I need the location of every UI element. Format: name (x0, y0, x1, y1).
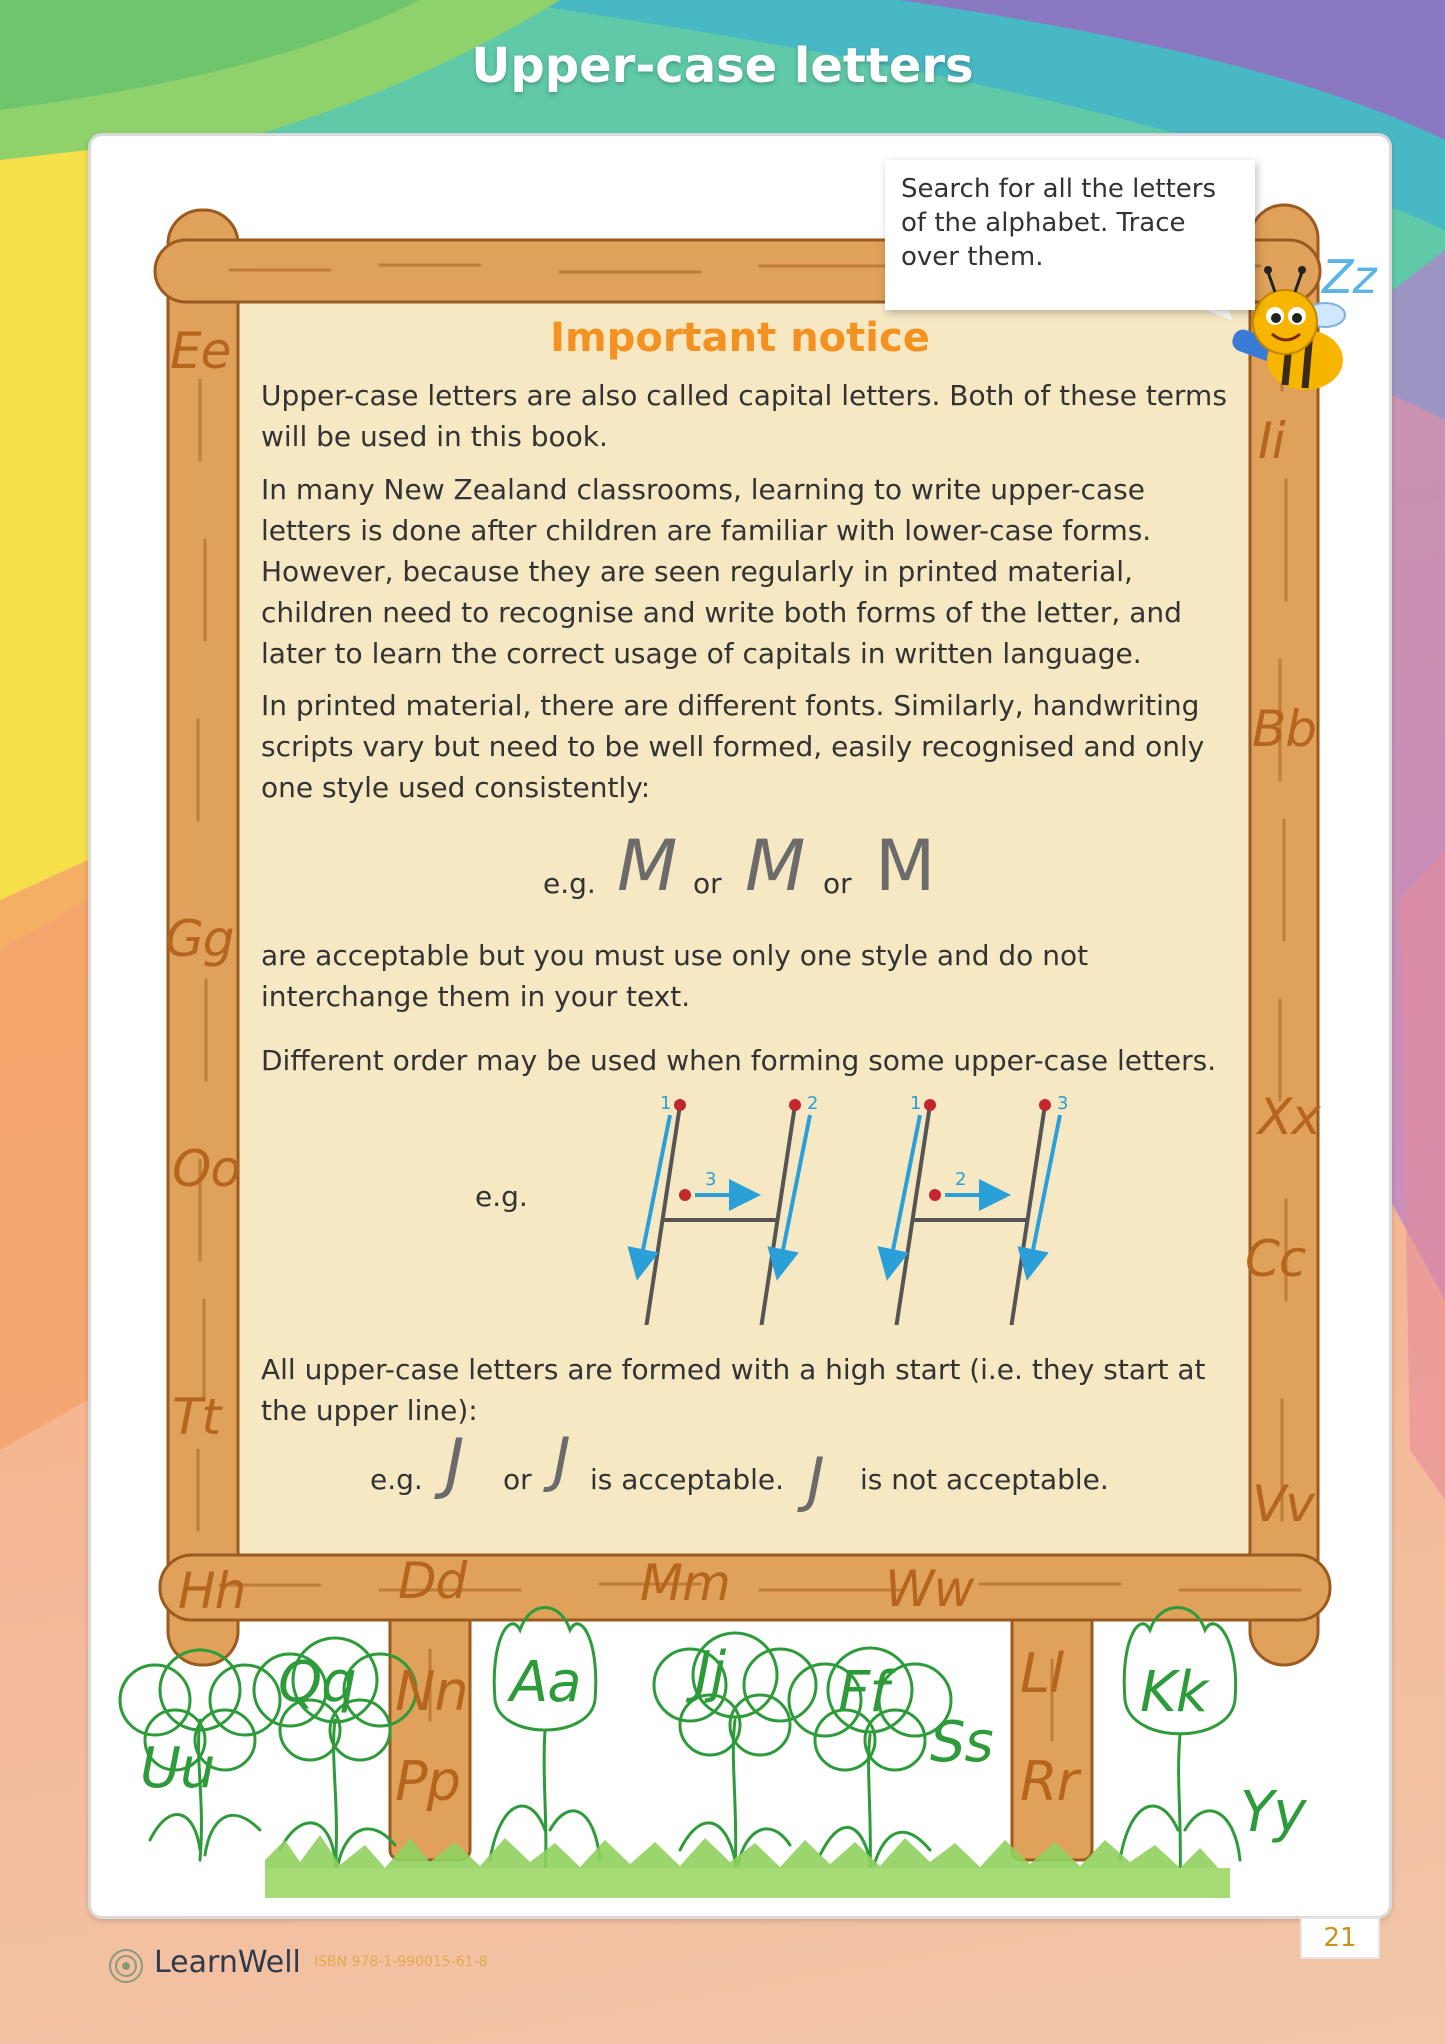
notice-title: Important notice (550, 315, 930, 361)
frame-letter: Gg (165, 910, 234, 968)
notice-paragraph-6: All upper-case letters are formed with a high start (i.e. they start at the upper line): (261, 1353, 1206, 1427)
flower-letter: Jj (695, 1640, 726, 1705)
learnwell-logo-icon (108, 1948, 144, 1984)
frame-letter: Ww (885, 1560, 974, 1618)
flower-letter: Ss (930, 1710, 993, 1775)
frame-letter: Mm (640, 1554, 730, 1612)
j-example-letter-bad: J (807, 1445, 825, 1515)
frame-letter: Ii (1258, 412, 1285, 470)
frame-letter: Dd (398, 1552, 467, 1610)
notice-paragraph-5: Different order may be used when forming some upper-case letters. (261, 1044, 1217, 1077)
frame-letter: Tt (172, 1388, 221, 1446)
notice-paragraph-3: In printed material, there are different fonts. Similarly, handwriting scripts vary but need to be well formed, easily recognised and only one style used consistently: (261, 689, 1205, 804)
flower-letter: Aa (510, 1650, 581, 1715)
bottom-log (160, 1555, 1330, 1620)
flower-letter: Uu (140, 1736, 215, 1801)
j-example-letter-2: J (553, 1425, 571, 1495)
frame-letter: Ee (170, 322, 231, 380)
m-example-or-1: or (693, 867, 722, 900)
instruction-bubble: Search for all the letters of the alphabet. Trace over them. (885, 160, 1255, 310)
h-diagram-2-step-1: 1 (910, 1093, 922, 1114)
flower-letter: Qq (278, 1650, 356, 1715)
m-example-or-2: or (823, 867, 852, 900)
notice-paragraph-2: In many New Zealand classrooms, learning to write upper-case letters is done after children are familiar with lower-case forms. However, because they are seen regularly in printed material, children need to recognise and write both forms of the letter, and later to learn the correct usage of capitals in written language. (261, 473, 1182, 670)
h-diagram-2-step-3: 3 (1057, 1093, 1069, 1114)
frame-letter: Nn (395, 1660, 468, 1723)
h-example-eg: e.g. (475, 1180, 528, 1213)
h-diagram-1-step-3: 3 (705, 1169, 717, 1190)
frame-letter: Oo (172, 1140, 240, 1198)
m-example-letter-2: M (745, 825, 806, 907)
page-title: Upper-case letters (471, 38, 974, 94)
flower-letter: Kk (1140, 1660, 1208, 1725)
h-diagram-2 (890, 1093, 1068, 1325)
frame-letter: Rr (1020, 1750, 1078, 1813)
m-example-letter-1: M (617, 825, 678, 907)
j-example-letter-1: J (445, 1425, 465, 1502)
frame-letter: Cc (1245, 1230, 1306, 1288)
notice-paragraph-4: are acceptable but you must use only one style and do not interchange them in your text. (261, 939, 1089, 1013)
frame-letter: Hh (178, 1562, 246, 1620)
important-notice (235, 295, 1245, 1545)
j-example-or: or (503, 1463, 532, 1496)
flower-letter: Yy (1240, 1780, 1306, 1845)
h-diagram-2-step-2: 2 (955, 1169, 967, 1190)
frame-letter: Bb (1252, 700, 1317, 758)
frame-letter: Xx (1258, 1088, 1320, 1146)
m-example-eg: e.g. (543, 867, 596, 900)
page-number: 21 (1300, 1917, 1380, 1959)
j-example-acceptable: is acceptable. (590, 1463, 785, 1496)
j-example-eg: e.g. (370, 1463, 423, 1496)
h-diagram-1-step-2: 2 (807, 1093, 819, 1114)
frame-letter: Vv (1252, 1475, 1314, 1533)
h-diagram-1 (640, 1093, 818, 1325)
j-example-not-acceptable: is not acceptable. (860, 1463, 1109, 1496)
flower-letter: Ff (838, 1660, 888, 1725)
m-example-letter-3: M (875, 825, 936, 907)
frame-letter: Zz (1322, 250, 1376, 304)
h-stroke-diagram (545, 1085, 1105, 1325)
notice-paragraph-1: Upper-case letters are also called capital letters. Both of these terms will be used in this book. (261, 379, 1227, 453)
frame-letter: Ll (1020, 1642, 1064, 1705)
brand-name: LearnWell (154, 1945, 301, 1980)
frame-letter: Pp (395, 1750, 460, 1813)
isbn: ISBN 978-1-990015-61-8 (314, 1954, 488, 1970)
h-diagram-1-step-1: 1 (660, 1093, 672, 1114)
